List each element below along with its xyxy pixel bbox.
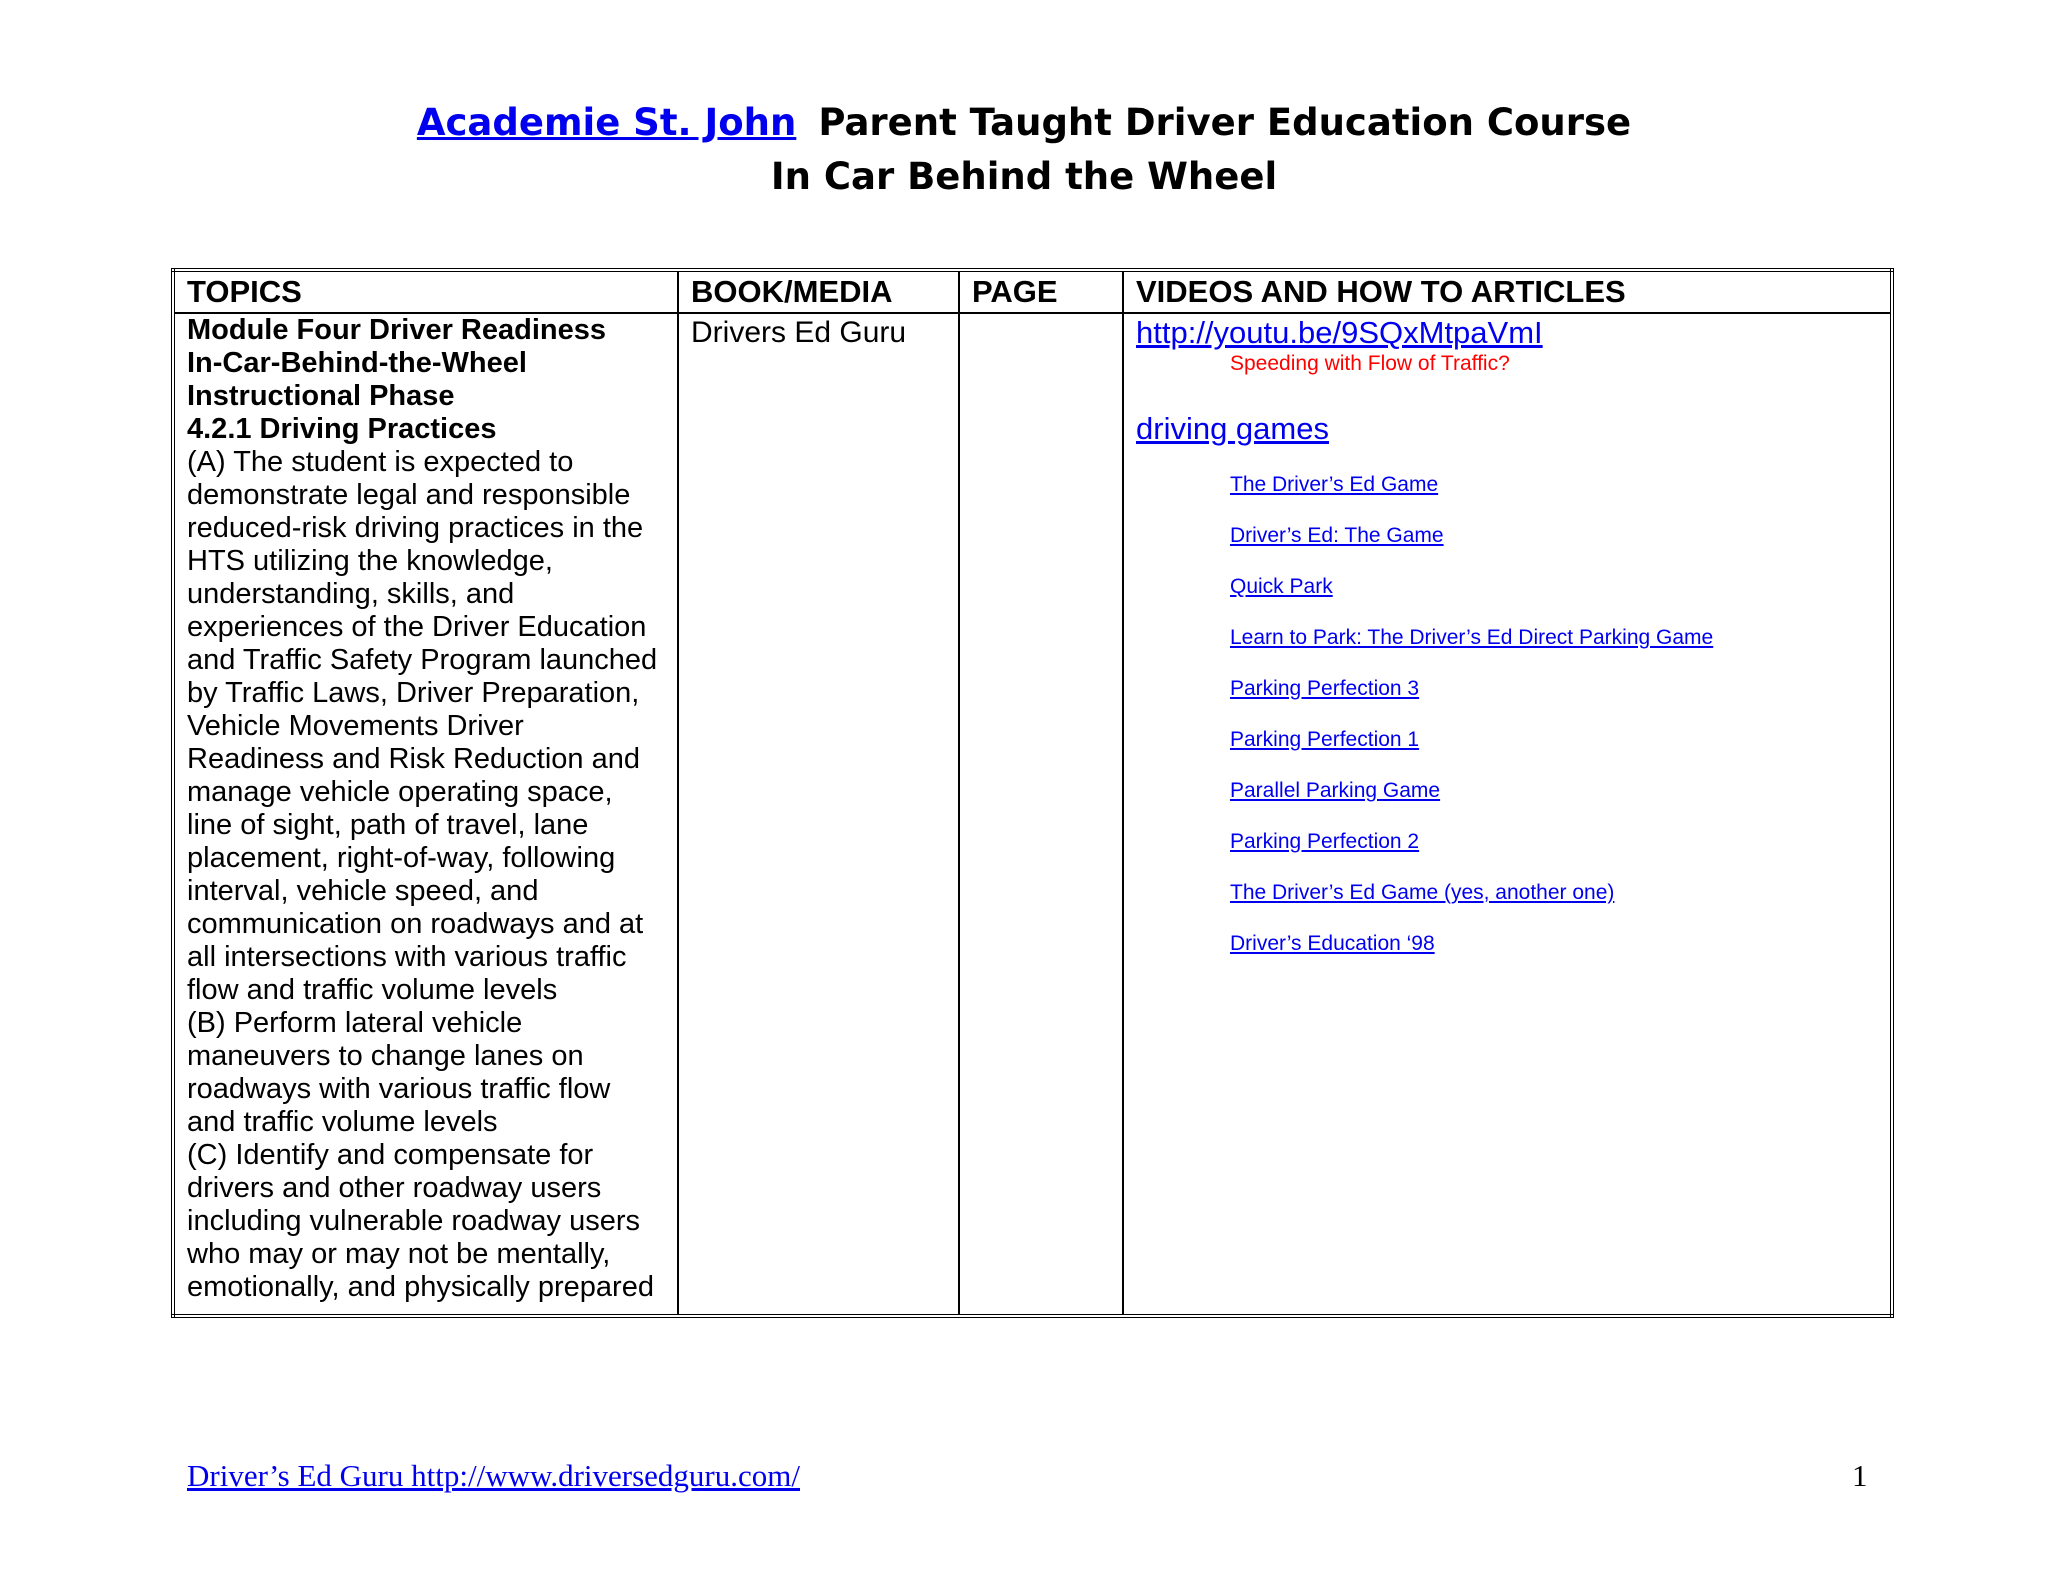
videos-cell bbox=[1123, 313, 1892, 1316]
topic-paragraph-a: (A) The student is expected to demonstrate legal and responsible reduced-risk driving practices in the HTS utilizing the knowledge, understanding, skills, and experiences of the Driver Education and Traffic Safety Program launched by Traffic Laws, Driver Preparation, Vehicle Movements Driver Readiness and Risk Reduction and manage vehicle operating space, line of sight, path of travel, lane placement, right-of-way, following interval, vehicle speed, and communication on roadways and at all intersections with various traffic flow and traffic volume levels bbox=[187, 446, 658, 1006]
module-subtitle: In-Car-Behind-the-Wheel bbox=[187, 347, 527, 379]
games-list bbox=[1230, 472, 1878, 982]
topic-paragraph-c: (C) Identify and compensate for drivers and other roadway users including vulnerable roadway users who may or may not be mentally, emotionally, and physically prepared bbox=[187, 1139, 654, 1303]
header-book-media: BOOK/MEDIA bbox=[678, 270, 959, 313]
game-link[interactable]: Parking Perfection 3 bbox=[1230, 677, 1420, 700]
header-videos: VIDEOS AND HOW TO ARTICLES bbox=[1123, 270, 1892, 313]
topic-paragraph-b: (B) Perform lateral vehicle maneuvers to change lanes on roadways with various traffic flow and traffic volume levels bbox=[187, 1007, 611, 1138]
page-cell bbox=[959, 313, 1123, 1316]
list-item bbox=[1230, 625, 1878, 676]
footer-link[interactable]: Driver’s Ed Guru http://www.driversedguru.com/ bbox=[187, 1458, 800, 1493]
list-item bbox=[1230, 472, 1878, 523]
title-line-2: In Car Behind the Wheel bbox=[770, 155, 1278, 198]
topics-cell bbox=[173, 313, 678, 1316]
game-link[interactable]: Driver’s Education ‘98 bbox=[1230, 932, 1435, 955]
curriculum-table bbox=[171, 268, 1894, 1318]
list-item bbox=[1230, 778, 1878, 829]
game-link[interactable]: The Driver’s Ed Game (yes, another one) bbox=[1230, 881, 1615, 904]
book-media-cell: Drivers Ed Guru bbox=[678, 313, 959, 1316]
youtube-note: Speeding with Flow of Traffic? bbox=[1230, 352, 1510, 375]
table-header-row bbox=[173, 270, 1892, 313]
game-link[interactable]: Parking Perfection 2 bbox=[1230, 830, 1420, 853]
game-link[interactable]: Parking Perfection 1 bbox=[1230, 728, 1420, 751]
list-item bbox=[1230, 829, 1878, 880]
list-item bbox=[1230, 676, 1878, 727]
driving-games-link[interactable]: driving games bbox=[1136, 411, 1329, 446]
document-title bbox=[0, 96, 2048, 204]
list-item bbox=[1230, 523, 1878, 574]
list-item bbox=[1230, 727, 1878, 778]
module-title: Module Four Driver Readiness bbox=[187, 314, 606, 346]
game-link[interactable]: Driver’s Ed: The Game bbox=[1230, 524, 1444, 547]
game-link[interactable]: Quick Park bbox=[1230, 575, 1333, 598]
game-link[interactable]: The Driver’s Ed Game bbox=[1230, 473, 1439, 496]
section-title: 4.2.1 Driving Practices bbox=[187, 413, 497, 445]
list-item bbox=[1230, 931, 1878, 982]
course-title: Parent Taught Driver Education Course bbox=[818, 101, 1632, 144]
academie-link[interactable]: Academie St. John bbox=[416, 101, 797, 144]
phase-title: Instructional Phase bbox=[187, 380, 455, 412]
list-item bbox=[1230, 574, 1878, 625]
list-item bbox=[1230, 880, 1878, 931]
game-link[interactable]: Parallel Parking Game bbox=[1230, 779, 1441, 802]
header-page: PAGE bbox=[959, 270, 1123, 313]
youtube-link[interactable]: http://youtu.be/9SQxMtpaVmI bbox=[1136, 315, 1543, 350]
table-row bbox=[173, 313, 1892, 1316]
page-number: 1 bbox=[1852, 1458, 1868, 1493]
game-link[interactable]: Learn to Park: The Driver’s Ed Direct Parking Game bbox=[1230, 626, 1714, 649]
title-line-1 bbox=[0, 96, 2048, 150]
header-topics: TOPICS bbox=[173, 270, 678, 313]
